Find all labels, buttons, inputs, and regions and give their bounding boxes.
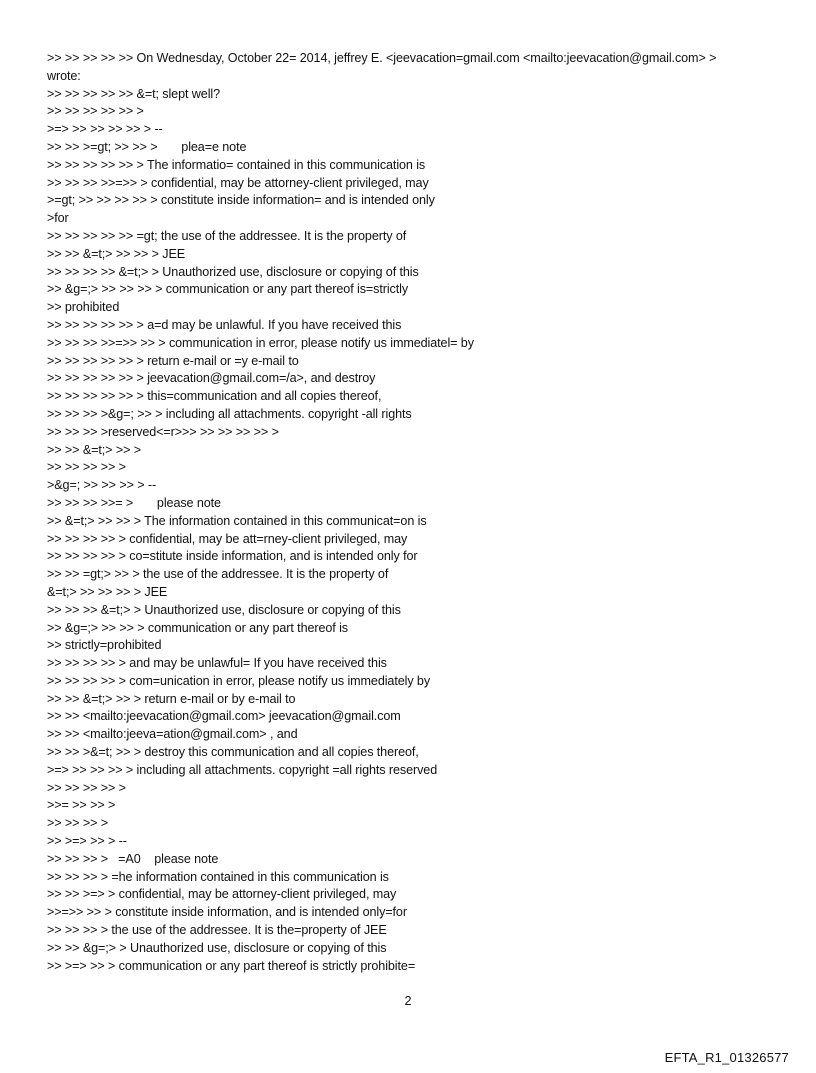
email-text-line: >> >> >> >>= > please note bbox=[47, 495, 221, 510]
email-text-line: >> strictly=prohibited bbox=[47, 638, 162, 653]
email-text-line: &=t;> >> >> >> > JEE bbox=[47, 584, 168, 599]
email-text-line: >> >> >> >> >> > return e-mail or =y e-mail to bbox=[47, 353, 299, 368]
email-text-line: >> >> >> >> >> > a=d may be unlawful. If you have received this bbox=[47, 317, 402, 332]
email-text-line: >> >> >> > bbox=[47, 816, 108, 831]
email-text-line: >> >> &=t;> >> >> > JEE bbox=[47, 246, 186, 261]
email-text-line: >> >> >> >> >> > this=communication and all copies thereof, bbox=[47, 389, 382, 404]
email-text-line: >> >> >=> > confidential, may be attorney-client privileged, may bbox=[47, 887, 397, 902]
email-text-line: >> >> >> >> >> > The informatio= contained in this communication is bbox=[47, 157, 426, 172]
email-text-line: >> >> >> >> >> =gt; the use of the addressee. It is the property of bbox=[47, 228, 407, 243]
email-body bbox=[47, 50, 807, 975]
email-text-line: >> >> >> >> >> &=t; slept well? bbox=[47, 86, 220, 101]
email-text-line: >> >> >> >> > com=unication in error, please notify us immediately by bbox=[47, 673, 431, 688]
email-text-line: >> >> >> >> >> On Wednesday, October 22= 2014, jeffrey E. <jeevacation=gmail.com <mailto:jeevacation@gmail.com> > bbox=[47, 51, 717, 65]
email-text-line: >> &=t;> >> >> > The information contained in this communicat=on is bbox=[47, 513, 427, 528]
email-text-line: >=gt; >> >> >> >> > constitute inside information= and is intended only bbox=[47, 193, 435, 208]
email-text-line: >> >> >> >&g=; >> > including all attachments. copyright -all rights bbox=[47, 406, 412, 421]
email-text-line: >> >> >> >> > bbox=[47, 780, 126, 795]
email-text-line: >> >> >> >> > confidential, may be att=rney-client privileged, may bbox=[47, 531, 408, 546]
email-text-line: >> >> >> >>=>> >> > communication in error, please notify us immediatel= by bbox=[47, 335, 474, 350]
email-text-line: >> &g=;> >> >> >> > communication or any part thereof is=strictly bbox=[47, 282, 409, 297]
page-number: 2 bbox=[404, 994, 412, 1008]
email-text-line: >> >> >> >>=>> > confidential, may be attorney-client privileged, may bbox=[47, 175, 429, 190]
email-text-line: >> >> &=t;> >> > return e-mail or by e-mail to bbox=[47, 691, 296, 706]
email-text-line: >> >> &g=;> > Unauthorized use, disclosure or copying of this bbox=[47, 940, 387, 955]
email-text-line: >> >> &=t;> >> > bbox=[47, 442, 141, 457]
email-text-line: >> prohibited bbox=[47, 300, 120, 315]
email-text-line: >=> >> >> >> > including all attachments. copyright =all rights reserved bbox=[47, 762, 438, 777]
email-text-line: >> >=> >> > -- bbox=[47, 834, 127, 849]
email-text-line: >>= >> >> > bbox=[47, 798, 116, 813]
email-text-line: >> >> <mailto:jeeva=ation@gmail.com> , and bbox=[47, 727, 298, 742]
email-text-line: >> >> >> >> > and may be unlawful= If you have received this bbox=[47, 656, 387, 671]
email-text-line: >> &g=;> >> >> > communication or any part thereof is bbox=[47, 620, 348, 635]
email-text-line: >> >> <mailto:jeevacation@gmail.com> jeevacation@gmail.com bbox=[47, 709, 401, 724]
email-text-line: >> >> >> > =A0 please note bbox=[47, 851, 219, 866]
email-text-line: >> >> >> >> >> > bbox=[47, 104, 144, 119]
email-text-line: >> >> =gt;> >> > the use of the addressee. It is the property of bbox=[47, 567, 389, 582]
email-text-line: >> >> >> >reserved<=r>>> >> >> >> >> > bbox=[47, 424, 279, 439]
email-text-line: wrote: bbox=[47, 68, 81, 83]
email-text-line: >> >> >=gt; >> >> > plea=e note bbox=[47, 139, 247, 154]
email-text-line: >> >> >> >> > co=stitute inside information, and is intended only for bbox=[47, 549, 418, 564]
email-text-line: >> >> >&=t; >> > destroy this communication and all copies thereof, bbox=[47, 745, 419, 760]
document-id: EFTA_R1_01326577 bbox=[664, 1050, 789, 1065]
email-text-line: >&g=; >> >> >> > -- bbox=[47, 478, 157, 493]
email-text-line: >> >> >> > =he information contained in this communication is bbox=[47, 869, 389, 884]
email-text-line: >for bbox=[47, 211, 69, 226]
email-text-line: >> >> >> &=t;> > Unauthorized use, disclosure or copying of this bbox=[47, 602, 401, 617]
email-text-line: >> >> >> > the use of the addressee. It is the=property of JEE bbox=[47, 923, 387, 938]
email-text-line: >> >=> >> > communication or any part thereof is strictly prohibite= bbox=[47, 958, 416, 973]
email-text-line: >> >> >> >> &=t;> > Unauthorized use, disclosure or copying of this bbox=[47, 264, 419, 279]
email-text-line: >=> >> >> >> >> > -- bbox=[47, 122, 163, 137]
email-text-line: >>=>> >> > constitute inside information, and is intended only=for bbox=[47, 905, 407, 920]
email-text-line: >> >> >> >> > bbox=[47, 460, 126, 475]
email-text-line: >> >> >> >> >> > jeevacation@gmail.com=/a>, and destroy bbox=[47, 371, 376, 386]
